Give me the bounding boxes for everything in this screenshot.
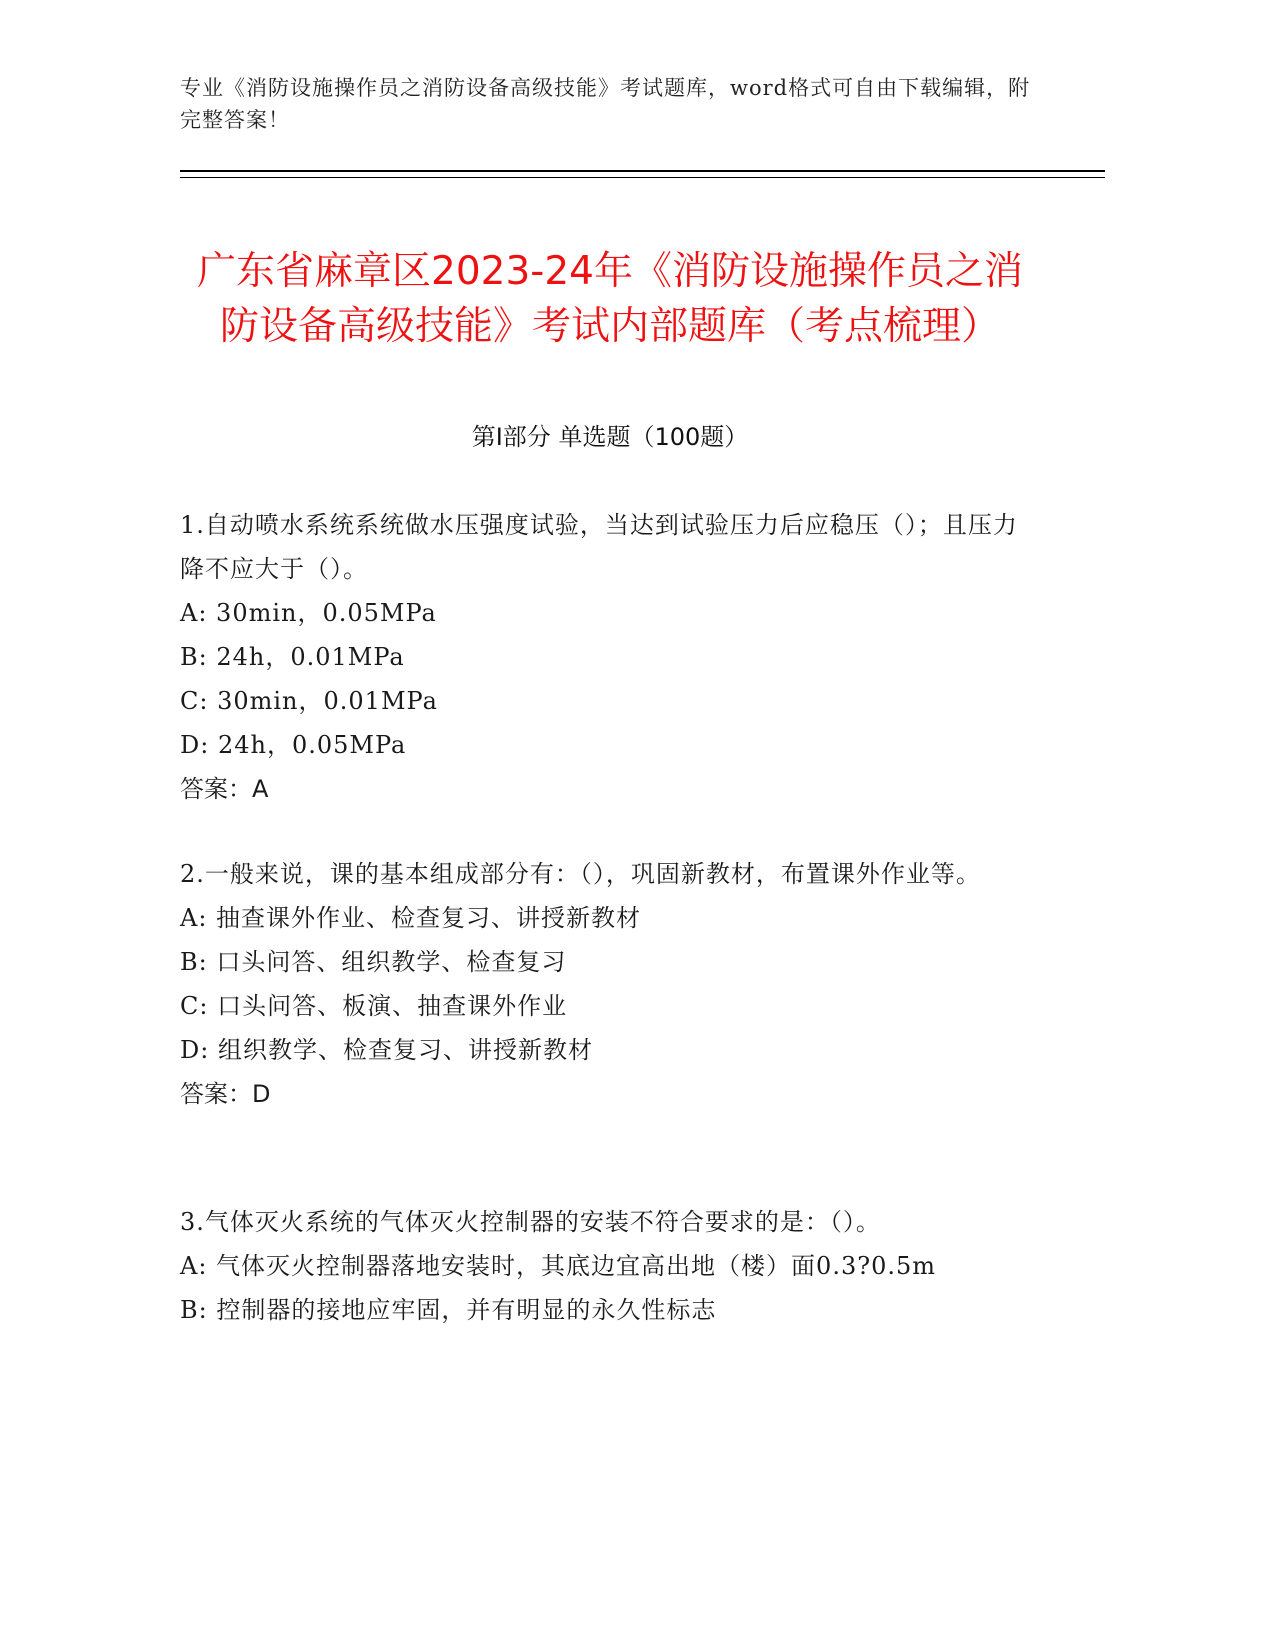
option-a: A: 抽查课外作业、检查复习、讲授新教材 xyxy=(180,904,642,932)
question-item xyxy=(180,1200,1020,1332)
answer-label: 答案：A xyxy=(180,775,269,803)
question-item xyxy=(180,852,1020,1116)
document-title: 广东省麻章区2023-24年《消防设施操作员之消防设备高级技能》考试内部题库（考点梳理） xyxy=(197,249,1023,350)
option-d: D: 组织教学、检查复习、讲授新教材 xyxy=(180,1036,593,1064)
option-c: C: 30min，0.01MPa xyxy=(180,687,438,715)
question-item xyxy=(180,503,1020,811)
option-b: B: 控制器的接地应牢固，并有明显的永久性标志 xyxy=(180,1296,717,1324)
question-text: 3.气体灭火系统的气体灭火控制器的安装不符合要求的是：（）。 xyxy=(180,1208,881,1236)
option-b: B: 24h，0.01MPa xyxy=(180,643,405,671)
header-note: 专业《消防设施操作员之消防设备高级技能》考试题库，word格式可自由下载编辑，附完整答案！ xyxy=(180,76,1031,132)
option-c: C: 口头问答、板演、抽查课外作业 xyxy=(180,992,568,1020)
question-text: 2.一般来说，课的基本组成部分有：（），巩固新教材，布置课外作业等。 xyxy=(180,860,981,888)
option-b: B: 口头问答、组织教学、检查复习 xyxy=(180,948,567,976)
header-divider-thin xyxy=(180,177,1105,178)
section-heading: 第Ⅰ部分 单选题（100题） xyxy=(471,423,749,451)
option-a: A: 30min，0.05MPa xyxy=(180,599,437,627)
option-a: A: 气体灭火控制器落地安装时，其底边宜高出地（楼）面0.3?0.5m xyxy=(180,1252,937,1280)
header-divider-thick xyxy=(180,170,1105,172)
question-text: 1.自动喷水系统系统做水压强度试验，当达到试验压力后应稳压（）；且压力降不应大于（）。 xyxy=(180,511,1018,583)
answer-label: 答案：D xyxy=(180,1080,271,1108)
option-d: D: 24h，0.05MPa xyxy=(180,731,407,759)
